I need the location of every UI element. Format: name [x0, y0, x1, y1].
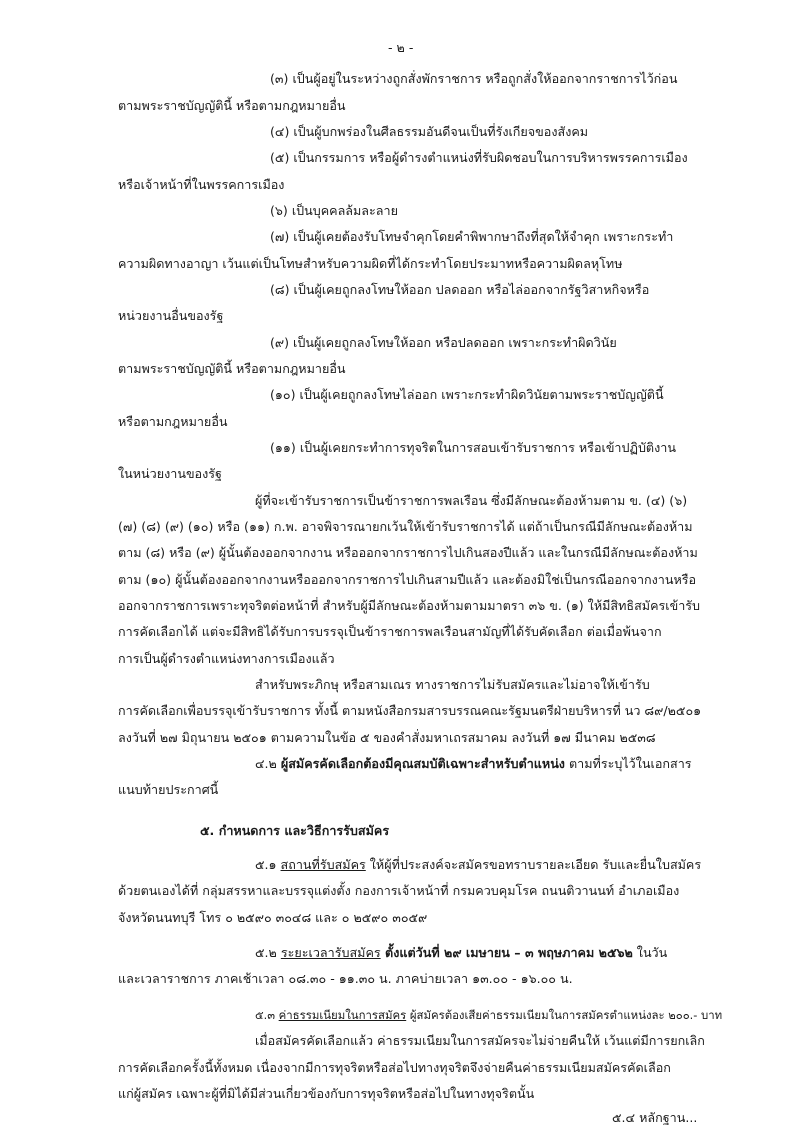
section-4-2-number: ๔.๒ — [255, 756, 277, 771]
section-5-2-rest: ในวัน — [632, 945, 668, 960]
section-5-2-bold: ตั้งแต่วันที่ ๒๙ เมษายน – ๓ พฤษภาคม ๒๕๖๒ — [380, 945, 633, 960]
section-5-1-number: ๕.๑ — [255, 857, 277, 872]
qualification-9-line-1: (๙) เป็นผู้เคยถูกลงโทษให้ออก หรือปลดออก เพราะกระทำผิดวินัย — [270, 335, 617, 350]
qualification-3-line-2: ตามพระราชบัญญัตินี้ หรือตามกฎหมายอื่น — [118, 98, 346, 113]
qualification-6: (๖) เป็นบุคคลล้มละลาย — [270, 203, 398, 218]
monks-line-3: ลงวันที่ ๒๗ มิถุนายน ๒๕๐๑ ตามความในข้อ ๕ ของคำสั่งมหาเถรสมาคม ลงวันที่ ๑๗ มีนาคม ๒๕๓๘ — [118, 730, 656, 745]
monks-line-1: สำหรับพระภิกษุ หรือสามเณร ทางราชการไม่รับสมัครและไม่อาจให้เข้ารับ — [255, 677, 650, 692]
qualification-8-line-2: หน่วยงานอื่นของรัฐ — [118, 308, 224, 323]
exemption-line-5: ออกจากราชการเพราะทุจริตต่อหน้าที่ สำหรับผู้มีลักษณะต้องห้ามตามมาตรา ๓๖ ข. (๑) ให้มีสิทธิสมัครเข้ารับ — [118, 598, 701, 613]
qualification-7-line-1: (๗) เป็นผู้เคยต้องรับโทษจำคุกโดยคำพิพากษาถึงที่สุดให้จำคุก เพราะกระทำ — [270, 229, 674, 244]
section-5-1-line-2: ด้วยตนเองได้ที่ กลุ่มสรรหาและบรรจุแต่งตั้ง กองการเจ้าหน้าที่ กรมควบคุมโรค ถนนติวานนท์ อำเภอเมือง — [118, 883, 680, 898]
exemption-line-6: การคัดเลือกได้ แต่จะมีสิทธิได้รับการบรรจุเป็นข้าราชการพลเรือนสามัญที่ได้รับคัดเลือก ต่อเมื่อพ้นจาก — [118, 624, 662, 639]
exemption-line-3: ตาม (๘) หรือ (๙) ผู้นั้นต้องออกจากงาน หรือออกจากราชการไปเกินสองปีแล้ว และในกรณีมีลักษณะต้องห้าม — [118, 545, 698, 560]
section-5-3-line-4: แก่ผู้สมัคร เฉพาะผู้ที่มิได้มีส่วนเกี่ยวข้องกับการทุจริตหรือส่อไปในทางทุจริตนั้น — [118, 1086, 535, 1101]
qualification-7-line-2: ความผิดทางอาญา เว้นแต่เป็นโทษสำหรับความผิดที่ได้กระทำโดยประมาทหรือความผิดลหุโทษ — [118, 256, 623, 271]
exemption-line-7: การเป็นผู้ดำรงตำแหน่งทางการเมืองแล้ว — [118, 651, 335, 666]
qualification-11-line-2: ในหน่วยงานของรัฐ — [118, 466, 222, 481]
exemption-line-2: (๗) (๘) (๙) (๑๐) หรือ (๑๑) ก.พ. อาจพิจารณายกเว้นให้เข้ารับราชการได้ แต่ถ้าเป็นกรณีมีลักษณะต้องห้าม — [118, 519, 693, 534]
section-5-3-rest: ผู้สมัครต้องเสียค่าธรรมเนียมในการสมัครตำแหน่งละ ๒๐๐.- บาท — [406, 1008, 723, 1022]
section-5-1-line-3: จังหวัดนนทบุรี โทร ๐ ๒๕๙๐ ๓๐๔๘ และ ๐ ๒๕๙๐ ๓๐๕๙ — [118, 910, 428, 925]
section-5-2-line-1 — [255, 945, 667, 961]
qualification-5-line-1: (๕) เป็นกรรมการ หรือผู้ดำรงตำแหน่งที่รับผิดชอบในการบริหารพรรคการเมือง — [270, 150, 688, 165]
qualification-11-line-1: (๑๑) เป็นผู้เคยกระทำการทุจริตในการสอบเข้ารับราชการ หรือเข้าปฏิบัติงาน — [270, 440, 676, 455]
qualification-4: (๔) เป็นผู้บกพร่องในศีลธรรมอันดีจนเป็นที่รังเกียจของสังคม — [270, 124, 589, 139]
section-5-2-underlined: ระยะเวลารับสมัคร — [280, 945, 381, 960]
section-5-3-number: ๕.๓ — [255, 1008, 276, 1022]
qualification-9-line-2: ตามพระราชบัญญัตินี้ หรือตามกฎหมายอื่น — [118, 361, 346, 376]
section-4-2-line-1 — [255, 756, 692, 772]
section-5-2-number: ๕.๒ — [255, 945, 277, 960]
section-5-3-line-1 — [255, 1007, 722, 1023]
qualification-10-line-2: หรือตามกฎหมายอื่น — [118, 414, 228, 429]
section-4-2-bold: ผู้สมัครคัดเลือกต้องมีคุณสมบัติเฉพาะสำหรับตำแหน่ง — [280, 756, 565, 771]
section-5-3-underlined: ค่าธรรมเนียมในการสมัคร — [278, 1008, 407, 1022]
exemption-line-1: ผู้ที่จะเข้ารับราชการเป็นข้าราชการพลเรือน ซึ่งมีลักษณะต้องห้ามตาม ข. (๔) (๖) — [255, 493, 688, 508]
continuation-marker: ๕.๔ หลักฐาน... — [612, 1110, 698, 1125]
section-5-heading: ๕. กำหนดการ และวิธีการรับสมัคร — [200, 823, 390, 838]
page-number: - ๒ - — [388, 40, 414, 55]
section-5-1-line-1 — [255, 857, 701, 873]
section-5-3-line-2: เมื่อสมัครคัดเลือกแล้ว ค่าธรรมเนียมในการสมัครจะไม่จ่ายคืนให้ เว้นแต่มีการยกเลิก — [255, 1033, 705, 1048]
section-5-3-line-3: การคัดเลือกครั้งนี้ทั้งหมด เนื่องจากมีการทุจริตหรือส่อไปทางทุจริตจึงจ่ายคืนค่าธรรมเนียมสมัครคัดเลือก — [118, 1060, 671, 1075]
section-4-2-line-2: แนบท้ายประกาศนี้ — [118, 782, 219, 797]
qualification-3-line-1: (๓) เป็นผู้อยู่ในระหว่างถูกสั่งพักราชการ หรือถูกสั่งให้ออกจากราชการไว้ก่อน — [270, 71, 678, 86]
section-5-2-line-2: และเวลาราชการ ภาคเช้าเวลา ๐๘.๓๐ - ๑๑.๓๐ น. ภาคบ่ายเวลา ๑๓.๐๐ - ๑๖.๐๐ น. — [118, 971, 573, 986]
section-5-1-underlined: สถานที่รับสมัคร — [280, 857, 366, 872]
qualification-5-line-2: หรือเจ้าหน้าที่ในพรรคการเมือง — [118, 177, 285, 192]
qualification-10-line-1: (๑๐) เป็นผู้เคยถูกลงโทษไล่ออก เพราะกระทำผิดวินัยตามพระราชบัญญัตินี้ — [270, 387, 664, 402]
section-4-2-rest: ตามที่ระบุไว้ในเอกสาร — [564, 756, 692, 771]
monks-line-2: การคัดเลือกเพื่อบรรจุเข้ารับราชการ ทั้งนี้ ตามหนังสือกรมสารบรรณคณะรัฐมนตรีฝ่ายบริหารที่ นว ๘๙/๒๕๐๑ — [118, 703, 702, 718]
section-5-1-rest: ให้ผู้ที่ประสงค์จะสมัครขอทราบรายละเอียด รับและยื่นใบสมัคร — [365, 857, 702, 872]
qualification-8-line-1: (๘) เป็นผู้เคยถูกลงโทษให้ออก ปลดออก หรือไล่ออกจากรัฐวิสาหกิจหรือ — [270, 282, 650, 297]
exemption-line-4: ตาม (๑๐) ผู้นั้นต้องออกจากงานหรือออกจากราชการไปเกินสามปีแล้ว และต้องมิใช่เป็นกรณีออกจากงานหรือ — [118, 572, 697, 587]
